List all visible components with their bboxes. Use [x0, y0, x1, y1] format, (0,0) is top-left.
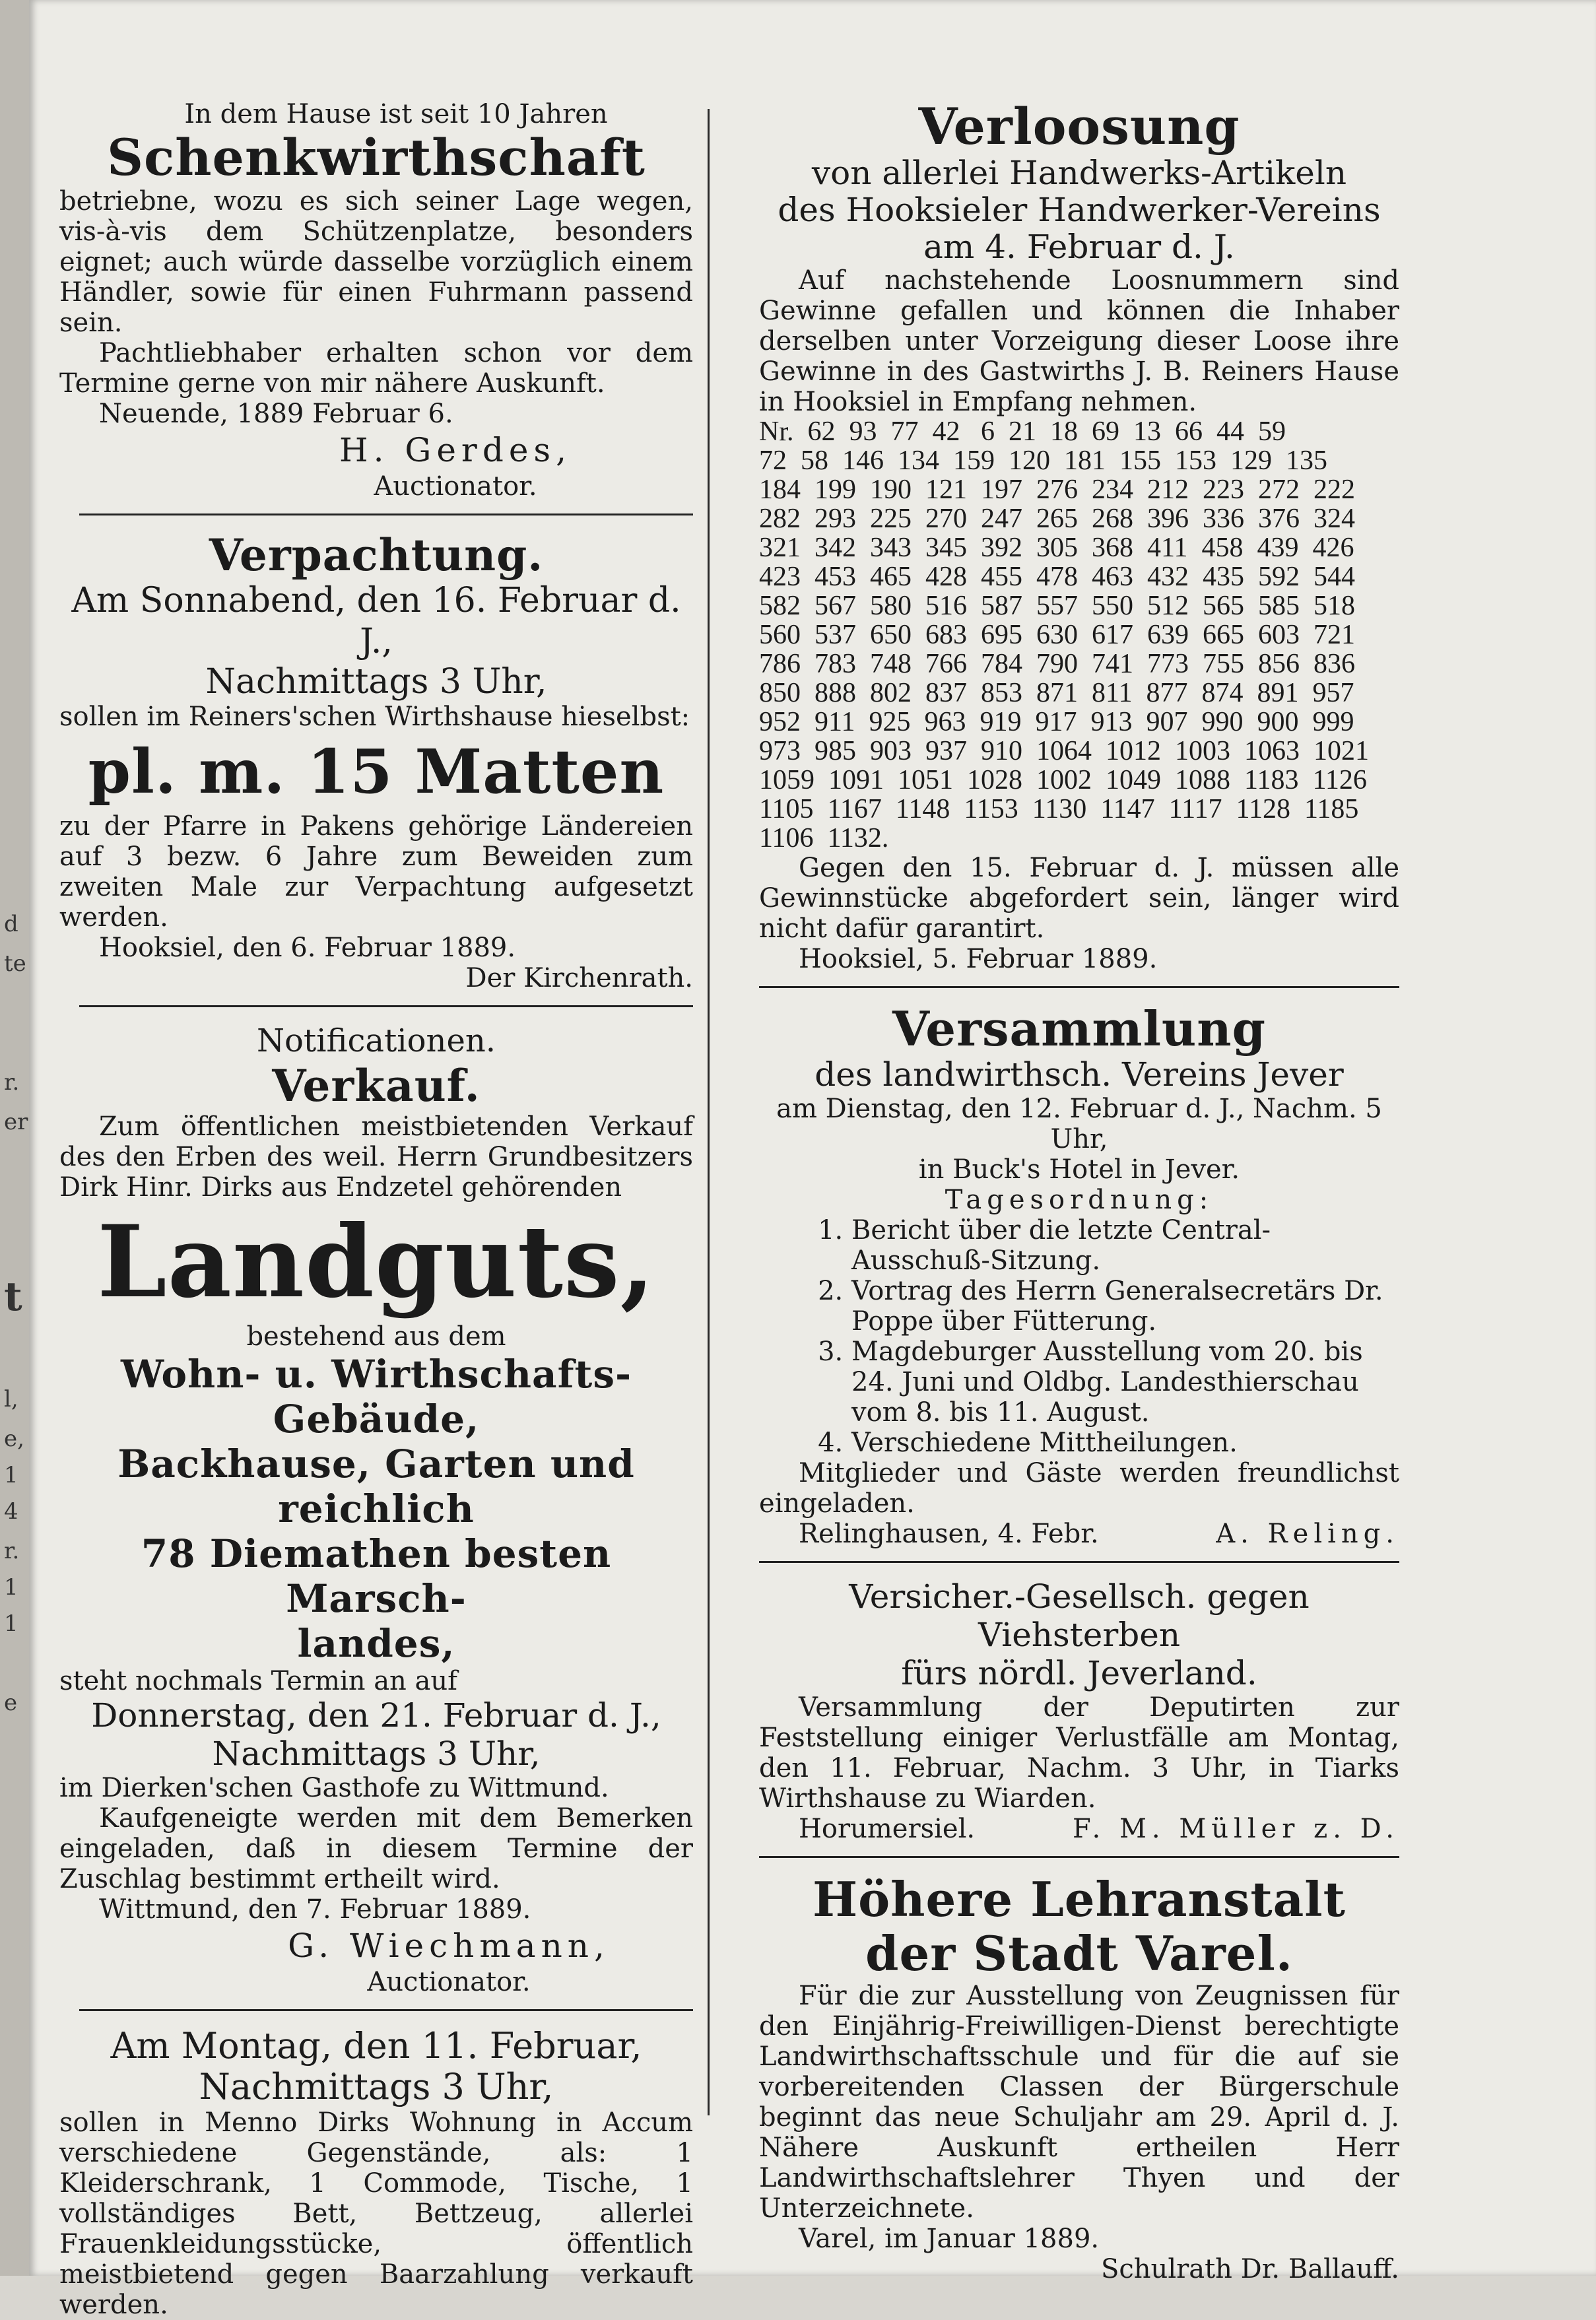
- number-row: 1106 1132.: [759, 823, 889, 853]
- number-row: 973 985 903 937 910 1064 1012 1003 1063 1021: [759, 736, 1369, 766]
- ad-body: Auf nachstehende Loosnummern sind Gewinne gefallen und können die Inhaber derselben unter Vorzeigung dieser Loose ihre Gewinne in des Gastwirths J. B. Reiners Hause in Hooksiel in Empfang nehmen.: [759, 265, 1399, 417]
- divider: [79, 514, 693, 515]
- ad-line: Am Sonnabend, den 16. Februar d. J.,: [71, 581, 681, 661]
- divider: [759, 1561, 1399, 1563]
- ad-big-text: pl. m. 15 Matten: [88, 736, 665, 807]
- agenda-title: Tagesordnung:: [945, 1185, 1214, 1215]
- ad-versammlung: [759, 1003, 1399, 1549]
- ad-line: landes,: [297, 1621, 455, 1666]
- number-row: 184 199 190 121 197 276 234 212 223 272 222: [759, 475, 1355, 505]
- agenda-item: 3. Magdeburger Ausstellung vom 20. bis 24. Juni und Oldbg. Landesthierschau vom 8. bis 11. August.: [851, 1337, 1399, 1428]
- ad-place: Relinghausen, 4. Febr.: [799, 1519, 1099, 1549]
- agenda-list: [759, 1215, 1399, 1458]
- agenda-item: 4. Verschiedene Mittheilungen.: [851, 1428, 1399, 1458]
- ad-line: Donnerstag, den 21. Februar d. J.,: [91, 1696, 661, 1735]
- number-row: 952 911 925 963 919 917 913 907 990 900 999: [759, 707, 1354, 737]
- number-row: 282 293 225 270 247 265 268 396 336 376 324: [759, 504, 1355, 534]
- edge-fragment: e,: [4, 1426, 24, 1452]
- ad-title: Verkauf.: [272, 1060, 481, 1111]
- number-row: 560 537 650 683 695 630 617 639 665 603 721: [759, 620, 1355, 650]
- ad-body: sollen in Menno Dirks Wohnung in Accum verschiedene Gegenstände, als: 1 Kleiderschrank, 1 Commode, Tische, 1 vollständiges Bett, Bettzeug, allerlei Frauenkleidungsstücke, öffentlich meistbietend gegen Baarzahlung verkauft werden.: [59, 2107, 693, 2320]
- ad-line: am Dienstag, den 12. Februar d. J., Nachm. 5 Uhr,: [776, 1094, 1382, 1154]
- column-divider: [708, 109, 710, 2115]
- ad-line: in Buck's Hotel in Jever.: [918, 1154, 1240, 1185]
- ad-signature: H. Gerdes,: [339, 431, 572, 469]
- ad-date: Neuende, 1889 Februar 6.: [99, 399, 453, 429]
- ad-line: im Dierken'schen Gasthofe zu Wittmund.: [59, 1773, 609, 1803]
- ad-body: betriebne, wozu es sich seiner Lage wegen, vis-à-vis dem Schützenplatze, besonders eignet; auch würde dasselbe vorzüglich einem Händler, sowie für einen Fuhrmann passend sein.: [59, 186, 693, 338]
- number-row: 1105 1167 1148 1153 1130 1147 1117 1128 1185: [759, 794, 1359, 824]
- divider: [759, 986, 1399, 988]
- ad-role: Auctionator.: [374, 471, 537, 502]
- edge-fragment: l,: [4, 1386, 18, 1412]
- ad-line: bestehend aus dem: [246, 1321, 506, 1352]
- number-row: 1059 1091 1051 1028 1002 1049 1088 1183 1126: [759, 765, 1367, 795]
- ad-line: Nachmittags 3 Uhr,: [199, 2066, 554, 2107]
- ad-verpachtung: [59, 530, 693, 993]
- ad-line: steht nochmals Termin an auf: [59, 1666, 457, 1696]
- edge-fragment: er: [4, 1109, 28, 1135]
- agenda-item: 2. Vortrag des Herrn Generalsecretärs Dr. Poppe über Fütterung.: [851, 1276, 1399, 1337]
- lottery-numbers: [759, 417, 1399, 853]
- ad-title: der Stadt Varel.: [865, 1925, 1293, 1981]
- adjacent-page-edge: [0, 0, 29, 2276]
- edge-fragment: t: [4, 1274, 22, 1320]
- ad-schenkwirthschaft: [59, 99, 693, 502]
- ad-body: zu der Pfarre in Pakens gehörige Ländereien auf 3 bezw. 6 Jahre zum Beweiden zum zweiten Male zur Verpachtung aufgesetzt werden.: [59, 811, 693, 933]
- ad-montag: [59, 2026, 693, 2320]
- ad-body: Kaufgeneigte werden mit dem Bemerken eingeladen, daß in diesem Termine der Zuschlag bestimmt ertheilt wird.: [59, 1803, 693, 1894]
- ad-date: Hooksiel, den 6. Februar 1889.: [99, 933, 516, 963]
- ad-line: Backhause, Garten und reichlich: [117, 1442, 635, 1531]
- ad-line: von allerlei Handwerks-Artikeln: [811, 154, 1347, 192]
- ad-place: Horumersiel.: [799, 1814, 976, 1844]
- section-heading: Notificationen.: [256, 1022, 496, 1059]
- number-row: 582 567 580 516 587 557 550 512 565 585 518: [759, 591, 1355, 621]
- ad-role: Auctionator.: [367, 1967, 531, 1997]
- ad-line: 78 Diemathen besten Marsch-: [141, 1531, 612, 1621]
- ad-line: des Hooksieler Handwerker-Vereins: [778, 191, 1381, 229]
- number-row: 850 888 802 837 853 871 811 877 874 891 957: [759, 678, 1354, 708]
- edge-fragment: te: [4, 950, 26, 977]
- ad-line: Nachmittags 3 Uhr,: [212, 1735, 541, 1773]
- ad-signature-row: [759, 1814, 1399, 1844]
- ad-line: des landwirthsch. Vereins Jever: [815, 1055, 1344, 1094]
- agenda-item: 1. Bericht über die letzte Central-Ausschuß-Sitzung.: [851, 1215, 1399, 1276]
- ad-signature-row: [759, 1519, 1399, 1549]
- number-row: Nr. 62 93 77 42 6 21 18 69 13 66 44 59: [759, 416, 1286, 447]
- divider: [759, 1856, 1399, 1858]
- edge-fragment: 1: [4, 1574, 18, 1601]
- ad-signature: Schulrath Dr. Ballauff.: [1100, 2254, 1399, 2284]
- ad-verkauf: [59, 1060, 693, 1997]
- number-row: 321 342 343 345 392 305 368 411 458 439 426: [759, 533, 1354, 563]
- ad-title: Schenkwirthschaft: [107, 128, 646, 187]
- number-row: 72 58 146 134 159 120 181 155 153 129 135: [759, 446, 1327, 476]
- ad-date: Wittmund, den 7. Februar 1889.: [99, 1894, 531, 1925]
- ad-date: Varel, im Januar 1889.: [799, 2224, 1100, 2254]
- ad-title: Verpachtung.: [209, 529, 544, 581]
- ad-body: Gegen den 15. Februar d. J. müssen alle Gewinnstücke abgefordert sein, länger wird nicht dafür garantirt.: [759, 853, 1399, 944]
- left-column: [59, 99, 693, 2320]
- ad-date: Hooksiel, 5. Februar 1889.: [799, 944, 1158, 974]
- ad-line: Nachmittags 3 Uhr,: [205, 662, 547, 702]
- edge-fragment: 1: [4, 1462, 18, 1488]
- edge-fragment: e: [4, 1690, 18, 1716]
- ad-signature: G. Wiechmann,: [288, 1927, 610, 1965]
- number-row: 786 783 748 766 784 790 741 773 755 856 836: [759, 649, 1355, 679]
- ad-body: Zum öffentlichen meistbietenden Verkauf des den Erben des weil. Herrn Grundbesitzers Dirk Hinr. Dirks aus Endzetel gehörenden: [59, 1111, 693, 1203]
- ad-body: Mitglieder und Gäste werden freundlichst eingeladen.: [759, 1458, 1399, 1519]
- right-column: [759, 99, 1399, 2284]
- ad-signature: Der Kirchenrath.: [465, 963, 693, 993]
- edge-fragment: r.: [4, 1069, 20, 1096]
- divider: [79, 1005, 693, 1007]
- ad-title: Höhere Lehranstalt: [813, 1871, 1346, 1927]
- ad-lehranstalt: [759, 1873, 1399, 2284]
- ad-line: Am Montag, den 11. Februar,: [110, 2025, 642, 2067]
- ad-title: fürs nördl. Jeverland.: [901, 1654, 1257, 1692]
- edge-fragment: r.: [4, 1538, 20, 1564]
- ad-verloosung: [759, 99, 1399, 974]
- ad-title: Verloosung: [918, 97, 1240, 156]
- ad-line: Wohn- u. Wirthschafts-Gebäude,: [120, 1352, 632, 1442]
- ad-versicherung: [759, 1577, 1399, 1844]
- ad-body: Für die zur Ausstellung von Zeugnissen für den Einjährig-Freiwilligen-Dienst berechtigte Landwirthschaftsschule und für die auf sie vorbereitenden Classen der Bürgerschule beginnt das neue Schuljahr am 29. April d. J. Nähere Auskunft ertheilen Herr Landwirthschaftslehrer Thyen und der Unterzeichnete.: [759, 1981, 1399, 2224]
- ad-body: Versammlung der Deputirten zur Feststellung einiger Verlustfälle am Montag, den 11. Februar, Nachm. 3 Uhr, in Tiarks Wirthshause zu Wiarden.: [759, 1692, 1399, 1814]
- ad-big-text: Landguts,: [97, 1204, 655, 1320]
- divider: [79, 2009, 693, 2011]
- ad-intro: In dem Hause ist seit 10 Jahren: [184, 99, 608, 129]
- edge-fragment: 4: [4, 1498, 18, 1525]
- ad-line: sollen im Reiners'schen Wirthshause hieselbst:: [59, 702, 690, 732]
- ad-line: am 4. Februar d. J.: [923, 228, 1235, 266]
- ad-title: Versicher.-Gesellsch. gegen Viehsterben: [849, 1577, 1310, 1654]
- ad-signature: F. M. Müller z. D.: [1072, 1814, 1399, 1844]
- ad-title: Versammlung: [892, 1001, 1266, 1057]
- edge-fragment: 1: [4, 1610, 18, 1637]
- edge-fragment: d: [4, 911, 18, 937]
- ad-body: Pachtliebhaber erhalten schon vor dem Termine gerne von mir nähere Auskunft.: [59, 338, 693, 399]
- number-row: 423 453 465 428 455 478 463 432 435 592 544: [759, 562, 1355, 592]
- ad-signature: A. Reling.: [1216, 1519, 1399, 1549]
